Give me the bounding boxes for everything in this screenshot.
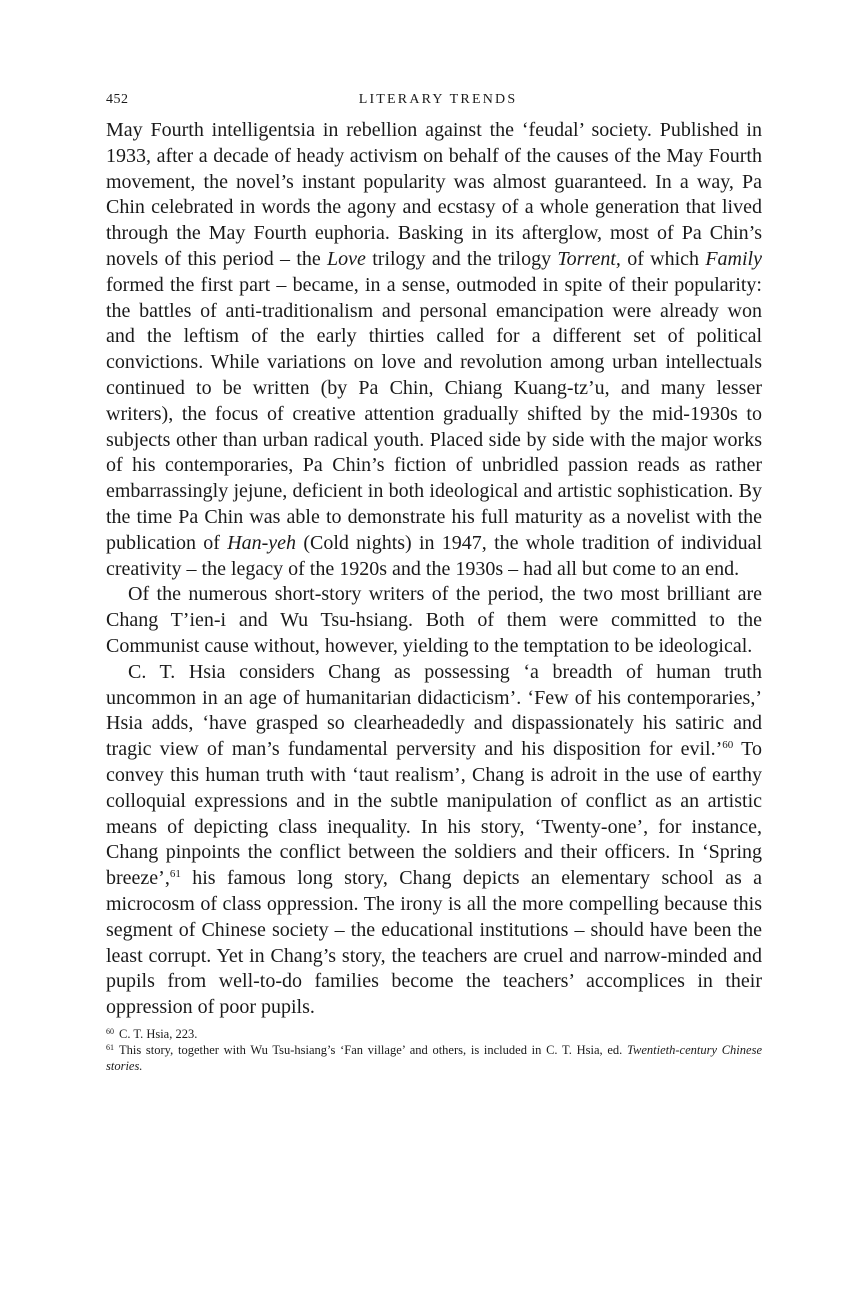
- text-run: his famous long story, Chang depicts an elementary school as a microcosm of class oppression. The irony is all the more compelling because this segment of Chinese society – the educational institutions – should have been the least corrupt. Yet in Chang’s story, the teachers are cruel and narrow-minded and pupils from well-to-do families become the teachers’ accomplices in their oppression of poor pupils.: [106, 867, 762, 1019]
- text-run: (Cold nights) in 1947, the whole tradition of individual creativity – the legacy of the 1920s and the 1930s – had all but come to an end.: [106, 531, 762, 580]
- paragraph-continued: [106, 118, 762, 582]
- italic-title: Love: [327, 247, 366, 270]
- footnote-60: [106, 1026, 762, 1042]
- footnote-61: [106, 1042, 762, 1074]
- text-run: trilogy and the trilogy: [365, 247, 558, 270]
- footnote-reference: 60: [722, 739, 734, 752]
- page-number: 452: [106, 92, 129, 107]
- footnote-number: 61: [106, 1042, 114, 1052]
- text-run: This story, together with Wu Tsu-hsiang’s ‘Fan village’ and others, is included in C. T. Hsia, ed.: [119, 1042, 627, 1057]
- text-run: To convey this human truth with ‘taut realism’, Chang is adroit in the use of earthy colloquial expressions and in the subtle manipulation of conflict as an artistic means of depicting class inequality. In his story, ‘Twenty-one’, for instance, Chang pinpoints the conflict between the soldiers and their officers. In ‘Spring breeze’,: [106, 738, 762, 890]
- text-run: Of the numerous short-story writers of the period, the two most brilliant are Chang T’ien-i and Wu Tsu-hsiang. Both of them were committed to the Communist cause without, however, yielding to the temptation to be ideological.: [106, 583, 762, 657]
- footnote-number: 60: [106, 1026, 114, 1036]
- italic-title: Han-yeh: [227, 531, 297, 554]
- text-run: C. T. Hsia considers Chang as possessing ‘a breadth of human truth uncommon in an age of humanitarian didacticism’. ‘Few of his contemporaries,’ Hsia adds, ‘have grasped so clearheadedly and dispassionately his satiric and tragic view of man’s fundamental perversity and his disposition for evil.’: [106, 660, 762, 761]
- paragraph-short-story-writers: [106, 582, 762, 659]
- footnotes: [106, 1026, 762, 1074]
- text-run: of which: [620, 247, 706, 270]
- footnote-reference: 61: [169, 868, 181, 881]
- italic-title: Family: [705, 247, 762, 270]
- running-title: LITERARY TRENDS: [358, 92, 518, 107]
- text-run: formed the first part – became, in a sense, outmoded in spite of their popularity: the battles of anti-traditionalism and personal emancipation were already won and the leftism of the early thirties called for a different set of political convictions. While variations on love and revolution among urban intellectuals continued to be written (by Pa Chin, Chiang Kuang-tz’u, and many lesser writers), the focus of creative attention gradually shifted by the mid-1930s to subjects other than urban radical youth. Placed side by side with the major works of his contemporaries, Pa Chin’s fiction of unbridled passion reads as rather embarrassingly jejune, deficient in both ideological and artistic sophistication. By the time Pa Chin was able to demonstrate his full maturity as a novelist with the publication of: [106, 273, 762, 554]
- running-head: [106, 92, 762, 116]
- body-text: [106, 118, 762, 1021]
- italic-title: Torrent,: [557, 247, 621, 270]
- paragraph-hsia-on-chang: [106, 660, 762, 1021]
- text-run: C. T. Hsia, 223.: [119, 1026, 198, 1041]
- italic-title: Twentieth-century Chinese stories.: [106, 1042, 762, 1073]
- text-run: May Fourth intelligentsia in rebellion against the ‘feudal’ society. Published in 1933, after a decade of heady activism on behalf of the causes of the May Fourth movement, the novel’s instant popularity was almost guaranteed. In a way, Pa Chin celebrated in words the agony and ecstasy of a whole generation that lived through the May Fourth euphoria. Basking in its afterglow, most of Pa Chin’s novels of this period – the: [106, 119, 762, 270]
- book-page: [106, 92, 762, 1074]
